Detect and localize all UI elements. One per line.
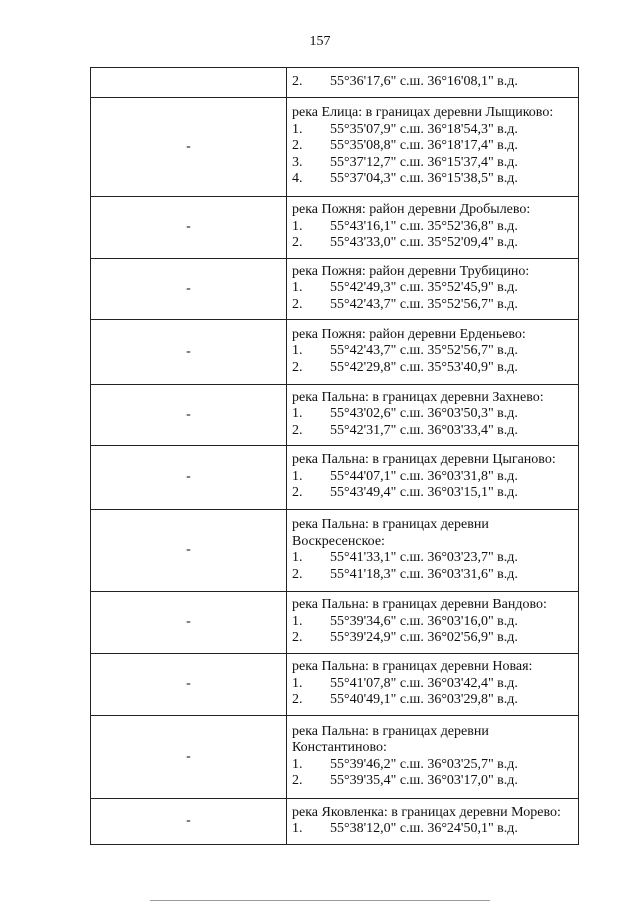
table-row (91, 592, 579, 654)
point-number: 1. (292, 821, 303, 836)
coordinate-point (292, 138, 574, 155)
table-row (91, 446, 579, 510)
point-number: 2. (292, 692, 303, 708)
table-row (91, 320, 579, 385)
point-number: 2. (292, 630, 303, 646)
coordinate-point (292, 821, 574, 838)
point-number: 2. (292, 296, 303, 312)
page-number: 157 (309, 34, 331, 49)
coordinate-point (292, 406, 574, 423)
left-cell-dash: - (186, 614, 191, 630)
location-title: река Елица: в границах деревни Лыщиково: (292, 105, 554, 121)
left-cell (91, 68, 287, 98)
point-coordinates: 55°37'04,3" с.ш. 36°15'38,5" в.д. (330, 171, 518, 187)
point-coordinates: 55°42'49,3" с.ш. 35°52'45,9" в.д. (330, 280, 518, 296)
table-row (91, 98, 579, 197)
table-row (91, 68, 579, 98)
location-title: река Пальна: в границах деревни Новая: (292, 659, 533, 675)
location-cell (287, 510, 579, 592)
location-title: река Пожня: район деревни Трубицино: (292, 263, 530, 279)
left-cell-dash: - (186, 542, 191, 558)
point-coordinates: 55°43'49,4" с.ш. 36°03'15,1" в.д. (330, 485, 518, 501)
coordinate-point (292, 155, 574, 172)
left-cell (91, 197, 287, 259)
point-coordinates: 55°38'12,0" с.ш. 36°24'50,1" в.д. (330, 821, 518, 836)
location-title: река Пальна: в границах деревни Константиново: (292, 723, 489, 755)
point-number: 1. (292, 343, 303, 359)
coordinate-point (292, 757, 574, 774)
table-row (91, 259, 579, 320)
location-cell (287, 197, 579, 259)
point-coordinates: 55°35'08,8" с.ш. 36°18'17,4" в.д. (330, 138, 518, 154)
coordinate-point (292, 550, 574, 567)
coordinate-point (292, 485, 574, 502)
left-cell (91, 446, 287, 510)
point-number: 1. (292, 280, 303, 296)
left-cell (91, 259, 287, 320)
location-cell (287, 68, 579, 98)
location-title: река Яковленка: в границах деревни Морево: (292, 804, 561, 820)
coordinate-point (292, 219, 574, 236)
left-cell (91, 320, 287, 385)
point-number: 1. (292, 550, 303, 565)
left-cell (91, 716, 287, 799)
point-coordinates: 55°39'34,6" с.ш. 36°03'16,0" в.д. (330, 613, 518, 629)
left-cell-dash: - (186, 138, 191, 154)
point-coordinates: 55°37'12,7" с.ш. 36°15'37,4" в.д. (330, 154, 518, 170)
location-title: река Пожня: район деревни Ерденьево: (292, 326, 526, 342)
table-row (91, 510, 579, 592)
point-coordinates: 55°39'24,9" с.ш. 36°02'56,9" в.д. (330, 630, 518, 646)
left-cell-dash: - (186, 406, 191, 422)
left-cell-dash: - (186, 343, 191, 359)
location-title: река Пальна: в границах деревни Цыганово: (292, 452, 556, 468)
location-cell (287, 259, 579, 320)
coordinate-point (292, 360, 574, 377)
location-cell (287, 98, 579, 197)
point-number: 1. (292, 406, 303, 422)
left-cell-dash: - (186, 748, 191, 764)
point-coordinates: 55°41'18,3" с.ш. 36°03'31,6" в.д. (330, 566, 518, 582)
coordinate-point (292, 122, 574, 139)
point-number: 2. (292, 73, 303, 89)
point-coordinates: 55°36'17,6" с.ш. 36°16'08,1" в.д. (330, 73, 518, 89)
point-number: 2. (292, 235, 303, 251)
left-cell (91, 98, 287, 197)
point-number: 1. (292, 468, 303, 484)
location-title: река Пальна: в границах деревни Вандово: (292, 597, 547, 613)
table-row (91, 385, 579, 446)
point-number: 1. (292, 756, 303, 772)
point-number: 3. (292, 154, 303, 170)
coordinate-point (292, 235, 574, 252)
point-coordinates: 55°42'43,7" с.ш. 35°52'56,7" в.д. (330, 296, 518, 312)
table-row (91, 654, 579, 716)
left-cell (91, 385, 287, 446)
location-cell (287, 654, 579, 716)
point-coordinates: 55°43'33,0" с.ш. 35°52'09,4" в.д. (330, 235, 518, 251)
location-title: река Пальна: в границах деревни Воскресенское: (292, 517, 489, 549)
point-number: 2. (292, 773, 303, 788)
point-coordinates: 55°42'29,8" с.ш. 35°53'40,9" в.д. (330, 359, 518, 375)
point-number: 1. (292, 675, 303, 691)
point-number: 2. (292, 422, 303, 438)
location-cell (287, 799, 579, 845)
point-coordinates: 55°41'33,1" с.ш. 36°03'23,7" в.д. (330, 550, 518, 565)
coordinate-point (292, 74, 574, 91)
coordinate-point (292, 171, 574, 188)
point-coordinates: 55°43'02,6" с.ш. 36°03'50,3" в.д. (330, 406, 518, 422)
table-body (91, 68, 579, 845)
point-number: 1. (292, 218, 303, 234)
coordinate-point (292, 297, 574, 314)
location-title: река Пальна: в границах деревни Захнево: (292, 389, 544, 405)
point-number: 1. (292, 121, 303, 137)
left-cell (91, 799, 287, 845)
location-cell (287, 716, 579, 799)
point-number: 4. (292, 171, 303, 187)
coordinate-point (292, 280, 574, 297)
point-coordinates: 55°43'16,1" с.ш. 35°52'36,8" в.д. (330, 218, 518, 234)
location-cell (287, 320, 579, 385)
left-cell (91, 510, 287, 592)
left-cell-dash: - (186, 219, 191, 235)
left-cell (91, 592, 287, 654)
left-cell (91, 654, 287, 716)
point-number: 1. (292, 613, 303, 629)
location-cell (287, 446, 579, 510)
left-cell-dash: - (186, 280, 191, 296)
table-row (91, 197, 579, 259)
coordinate-point (292, 630, 574, 647)
point-number: 2. (292, 359, 303, 375)
location-cell (287, 385, 579, 446)
location-title: река Пожня: район деревни Дробылево: (292, 202, 531, 218)
left-cell-dash: - (186, 813, 191, 829)
left-cell-dash: - (186, 469, 191, 485)
point-coordinates: 55°44'07,1" с.ш. 36°03'31,8" в.д. (330, 468, 518, 484)
coordinate-point (292, 343, 574, 360)
point-coordinates: 55°35'07,9" с.ш. 36°18'54,3" в.д. (330, 121, 518, 137)
coordinate-point (292, 469, 574, 486)
coordinate-point (292, 676, 574, 693)
point-number: 2. (292, 485, 303, 501)
coordinate-point (292, 614, 574, 631)
table-row (91, 716, 579, 799)
point-coordinates: 55°39'46,2" с.ш. 36°03'25,7" в.д. (330, 756, 518, 772)
table-row (91, 799, 579, 845)
coordinate-point (292, 773, 574, 790)
point-coordinates: 55°40'49,1" с.ш. 36°03'29,8" в.д. (330, 692, 518, 708)
coordinate-point (292, 692, 574, 709)
coordinate-point (292, 567, 574, 584)
point-coordinates: 55°42'43,7" с.ш. 35°52'56,7" в.д. (330, 343, 518, 359)
point-coordinates: 55°39'35,4" с.ш. 36°03'17,0" в.д. (330, 773, 518, 788)
left-cell-dash: - (186, 676, 191, 692)
point-number: 2. (292, 138, 303, 154)
coordinate-point (292, 423, 574, 440)
bottom-divider (150, 900, 490, 901)
point-coordinates: 55°41'07,8" с.ш. 36°03'42,4" в.д. (330, 675, 518, 691)
coordinates-table (90, 67, 579, 845)
point-number: 2. (292, 566, 303, 582)
point-coordinates: 55°42'31,7" с.ш. 36°03'33,4" в.д. (330, 422, 518, 438)
location-cell (287, 592, 579, 654)
